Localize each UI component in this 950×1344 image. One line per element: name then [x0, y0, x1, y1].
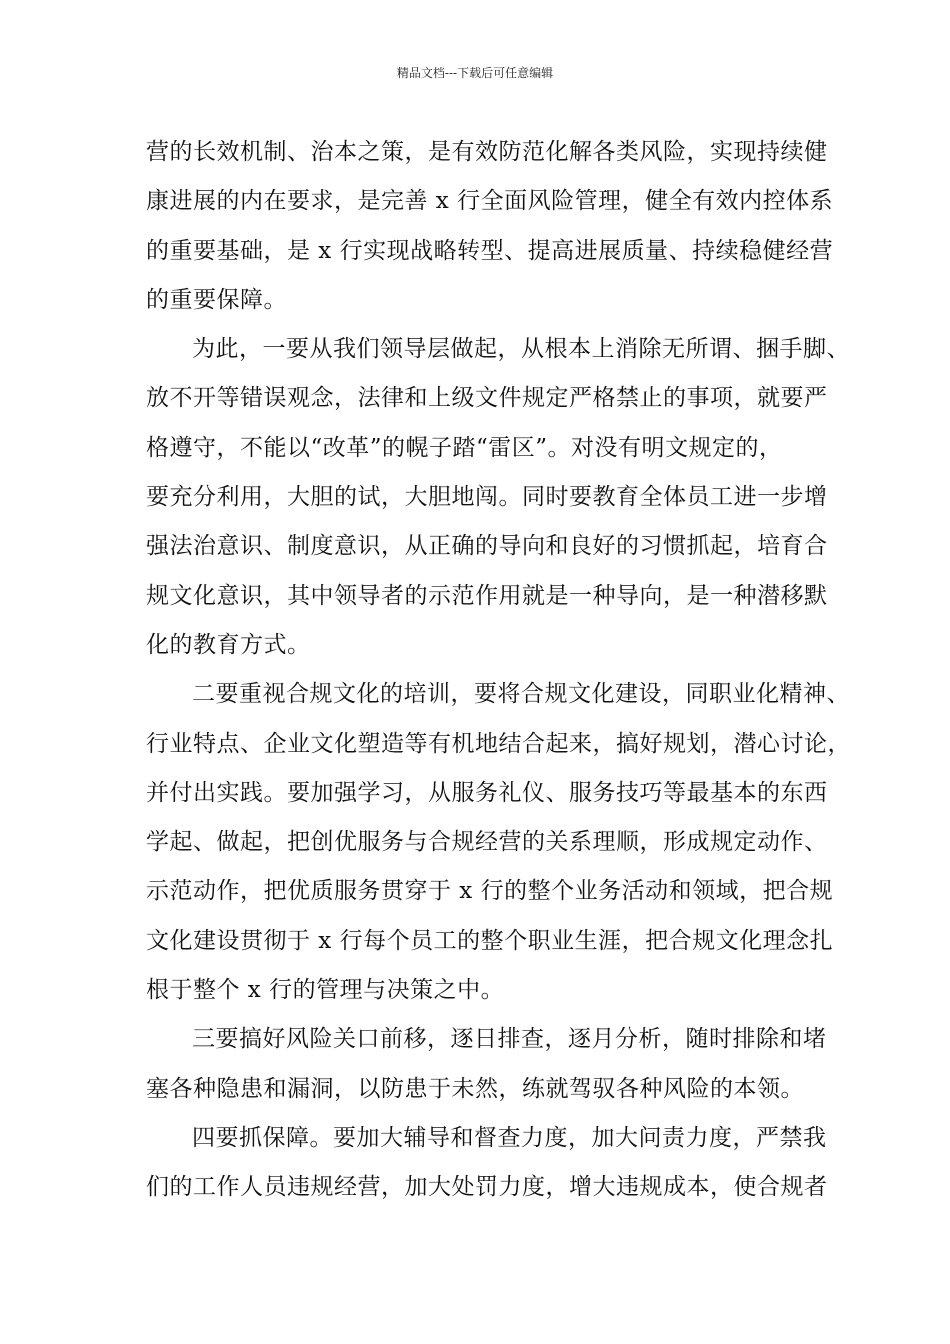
text-line: 营的长效机制、治本之策，是有效防范化解各类风险，实现持续健	[146, 139, 828, 165]
text-line: 根于整个 x 行的管理与决策之中。	[146, 977, 505, 1004]
text-line: 学起、做起，把创优服务与合规经营的关系理顺，形成规定动作、	[146, 829, 828, 856]
text-line: 并付出实践。要加强学习，从服务礼仪、服务技巧等最基本的东西	[146, 779, 828, 806]
text-line: 二要重视合规文化的培训，要将合规文化建设，同职业化精神、	[192, 681, 850, 708]
text-line: 塞各种隐患和漏洞，以防患于未然，练就驾驭各种风险的本领。	[146, 1075, 804, 1102]
text-line: 三要搞好风险关口前移，逐日排查，逐月分析，随时排除和堵	[192, 1026, 827, 1053]
paragraph-5	[146, 1114, 828, 1213]
text-line: 文化建设贯彻于 x 行每个员工的整个职业生涯，把合规文化理念扎	[146, 927, 834, 954]
text-line: 的重要保障。	[146, 286, 287, 313]
text-line: 行业特点、企业文化塑造等有机地结合起来，搞好规划，潜心讨论，	[146, 730, 851, 757]
document-body	[146, 128, 851, 1213]
text-line: 格遵守，不能以“改革”的幌子踏“雷区”。对没有明文规定的，	[146, 434, 783, 461]
text-line: 们的工作人员违规经营，加大处罚力度，增大违规成本，使合规者	[146, 1174, 828, 1201]
text-line: 的重要基础，是 x 行实现战略转型、提高进展质量、持续稳健经营	[146, 237, 834, 264]
text-line: 放不开等错误观念，法律和上级文件规定严格禁止的事项，就要严	[146, 385, 828, 412]
text-line: 要充分利用，大胆的试，大胆地闯。同时要教育全体员工进一步增	[146, 484, 828, 511]
paragraph-2	[146, 325, 850, 670]
paragraph-4	[146, 1015, 827, 1114]
text-line: 强法治意识、制度意识，从正确的导向和良好的习惯抓起，培育合	[146, 533, 828, 560]
text-line: 规文化意识，其中领导者的示范作用就是一种导向，是一种潜移默	[146, 582, 828, 609]
text-line: 四要抓保障。要加大辅导和督查力度，加大问责力度，严禁我	[192, 1124, 827, 1151]
paragraph-1	[146, 128, 834, 325]
page-header: 精品文档---下载后可任意编辑	[396, 66, 554, 80]
text-line: 化的教育方式。	[146, 631, 311, 658]
text-line: 示范动作，把优质服务贯穿于 x 行的整个业务活动和领域，把合规	[146, 878, 834, 905]
text-line: 康进展的内在要求，是完善 x 行全面风险管理，健全有效内控体系	[146, 188, 834, 215]
text-line: 为此，一要从我们领导层做起，从根本上消除无所谓、捆手脚、	[192, 336, 850, 363]
paragraph-3	[146, 670, 851, 1015]
